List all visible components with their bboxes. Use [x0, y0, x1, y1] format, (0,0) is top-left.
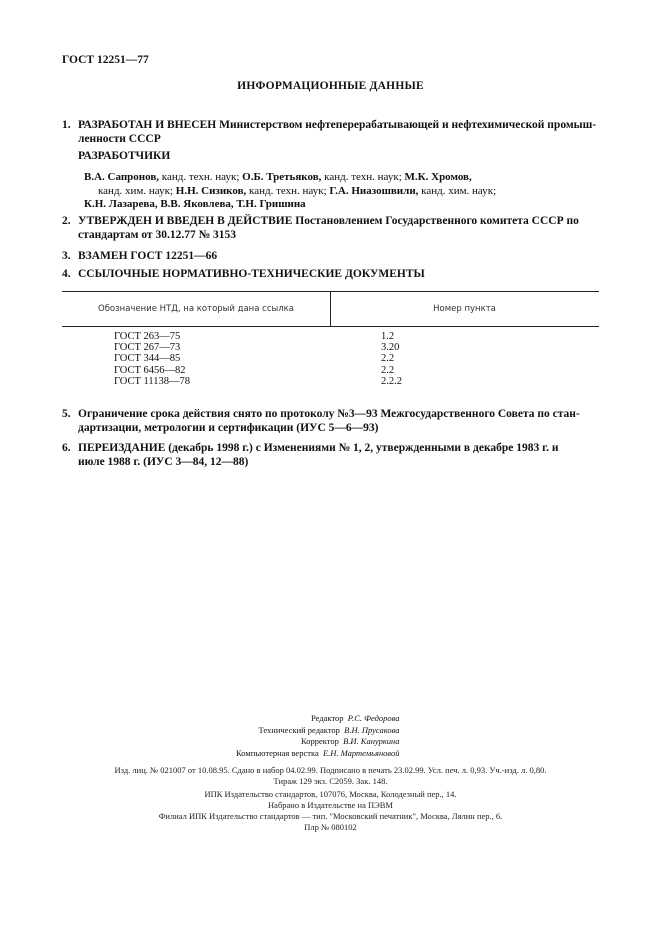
credits-block	[236, 713, 400, 759]
table-cell-clause: 2.2	[381, 364, 395, 376]
credit-role: Компьютерная верстка	[236, 747, 319, 758]
credit-layout	[236, 748, 400, 760]
developer-degree: канд. хим. наук;	[418, 184, 497, 197]
table-header-document: Обозначение НТД, на который дана ссылка	[98, 304, 294, 314]
table-cell-clause: 2.2.2	[381, 375, 402, 387]
imprint-line: Тираж 129 экз. С2059. Зак. 148.	[273, 776, 388, 786]
item-5-line1: Ограничение срока действия снято по протоколу №3—93 Межгосударственного Совета по стан-	[78, 408, 580, 420]
developer-degree: канд. техн. наук;	[321, 171, 405, 183]
table-cell-doc: ГОСТ 263—75	[114, 331, 181, 342]
item-2-line1: УТВЕРЖДЕН И ВВЕДЕН В ДЕЙСТВИЕ Постановлением Государственного комитета СССР по	[78, 215, 579, 227]
table-cell-doc: ГОСТ 6456—82	[114, 364, 186, 376]
item-6-line2: июле 1988 г. (ИУС 3—84, 12—88)	[78, 455, 249, 468]
item-3-text: ВЗАМЕН ГОСТ 12251—66	[78, 250, 218, 262]
developer-degree: канд. техн. наук;	[159, 171, 243, 183]
item-6	[62, 442, 602, 469]
page-title: ИНФОРМАЦИОННЫЕ ДАННЫЕ	[237, 80, 424, 92]
credit-editor	[309, 713, 400, 725]
item-6-line1: ПЕРЕИЗДАНИЕ (декабрь 1998 г.) с Изменениями № 1, 2, утвержденными в декабре 1983 г. и	[78, 442, 559, 454]
credit-role: Технический редактор	[258, 724, 340, 735]
imprint-line: Плр № 080102	[304, 822, 357, 832]
table-cell-doc: ГОСТ 344—85	[114, 353, 181, 365]
item-4	[62, 268, 602, 282]
item-2-line2: стандартам от 30.12.77 № 3153	[78, 228, 237, 241]
document-code: ГОСТ 12251—77	[62, 54, 149, 66]
developer-degree: канд. хим. наук;	[98, 184, 176, 197]
developers-list	[84, 171, 594, 212]
item-1	[62, 119, 602, 146]
credit-role: Корректор	[300, 736, 339, 746]
item-1-line2: ленности СССР	[78, 132, 161, 145]
credit-name: В.И. Кануркина	[343, 736, 400, 746]
developer-name: О.Б. Третьяков,	[242, 171, 322, 183]
table-cell-doc: ГОСТ 267—73	[114, 342, 181, 354]
item-5	[62, 408, 602, 435]
table-header-clause: Номер пункта	[433, 304, 496, 314]
item-2	[62, 215, 602, 242]
developers-heading: РАЗРАБОТЧИКИ	[78, 150, 171, 162]
item-5-number: 5.	[62, 408, 71, 420]
developer-name: К.Н. Лазарева, В.В. Яковлева, Т.Н. Гришина	[84, 198, 306, 210]
developer-name: Г.А. Ниазошвили,	[329, 184, 419, 197]
table-cell-clause: 3.20	[381, 342, 400, 354]
credit-name: Е.Н. Мартемьяновой	[322, 747, 400, 758]
item-4-number: 4.	[62, 268, 71, 280]
credit-name: В.Н. Прусакова	[344, 724, 400, 735]
table-column-clauses	[381, 331, 402, 387]
table-header-rule	[62, 326, 599, 327]
imprint-line: ИПК Издательство стандартов, 107076, Москва, Колодезный пер., 14.	[204, 789, 457, 799]
item-1-number: 1.	[62, 119, 71, 131]
item-1-line1: РАЗРАБОТАН И ВНЕСЕН Министерством нефтеперерабатывающей и нефтехимической промыш-	[78, 119, 597, 131]
credit-name: Р.С. Федорова	[347, 713, 400, 723]
table-column-documents	[114, 331, 190, 387]
item-3-number: 3.	[62, 250, 71, 262]
table-cell-clause: 2.2	[381, 353, 395, 365]
developer-name: В.А. Сапронов,	[84, 171, 160, 183]
imprint-line: Изд. лиц. № 021007 от 10.08.95. Сдано в набор 04.02.99. Подписано в печать 23.02.99. Усл. печ. л. 0,93. Уч.-изд. л. 0,80.	[114, 765, 547, 775]
credit-role: Редактор	[311, 713, 344, 723]
credit-tech-editor	[249, 725, 400, 737]
table-cell-clause: 1.2	[381, 331, 395, 342]
item-6-number: 6.	[62, 442, 71, 454]
developer-name: М.К. Хромов,	[404, 171, 472, 183]
imprint-line: Набрано в Издательстве на ПЭВМ	[268, 800, 393, 810]
developer-name: Н.Н. Сизиков,	[175, 184, 247, 197]
item-5-line2: дартизации, метрологии и сертификации (ИУС 5—6—93)	[78, 421, 379, 434]
imprint-line: Филиал ИПК Издательство стандартов — тип. "Московский печатник", Москва, Лялин пер., 6.	[158, 811, 503, 821]
developer-degree: канд. техн. наук;	[246, 184, 330, 197]
table-cell-doc: ГОСТ 11138—78	[114, 375, 191, 387]
item-3	[62, 250, 602, 264]
credit-corrector	[274, 736, 400, 748]
item-2-number: 2.	[62, 215, 71, 227]
item-4-text: ССЫЛОЧНЫЕ НОРМАТИВНО-ТЕХНИЧЕСКИЕ ДОКУМЕНТЫ	[78, 268, 425, 280]
